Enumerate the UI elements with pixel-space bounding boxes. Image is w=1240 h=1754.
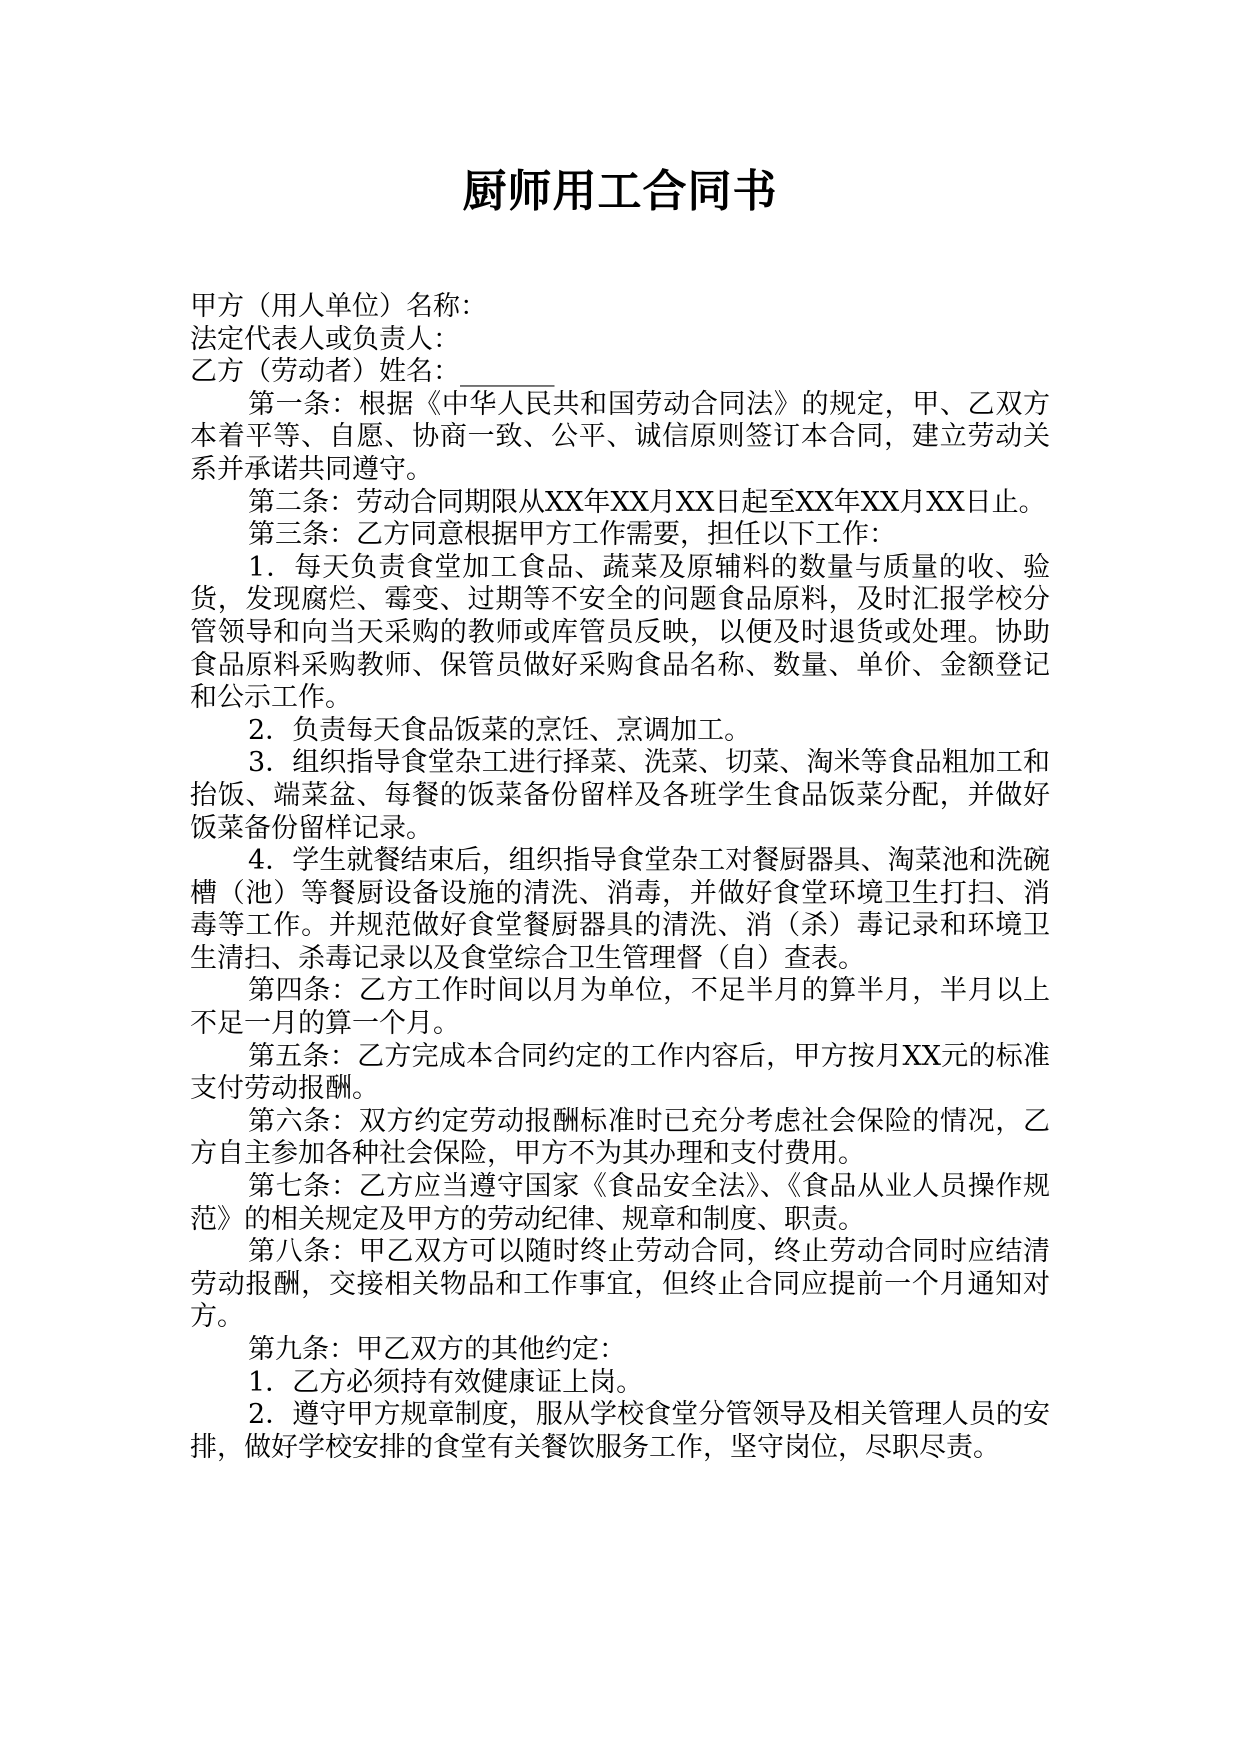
clause-1: 第一条：根据《中华人民共和国劳动合同法》的规定，甲、乙双方本着平等、自愿、协商一致、公平、诚信原则签订本合同，建立劳动关系并承诺共同遵守。 [190,388,1050,485]
clause-8: 第八条：甲乙双方可以随时终止劳动合同，终止劳动合同时应结清劳动报酬，交接相关物品和工作事宜，但终止合同应提前一个月通知对方。 [190,1236,1050,1333]
clause-3-item-3: 3．组织指导食堂杂工进行择菜、洗菜、切菜、淘米等食品粗加工和抬饭、端菜盆、每餐的饭菜备份留样及各班学生食品饭菜分配，并做好饭菜备份留样记录。 [190,747,1050,844]
clause-5: 第五条：乙方完成本合同约定的工作内容后，甲方按月XX元的标准支付劳动报酬。 [190,1040,1050,1105]
clause-3: 第三条：乙方同意根据甲方工作需要，担任以下工作： [248,519,896,551]
document-body [190,291,1050,1464]
party-a-name-line: 甲方（用人单位）名称： [190,291,487,322]
clause-7: 第七条：乙方应当遵守国家《食品安全法》、《食品从业人员操作规范》的相关规定及甲方的劳动纪律、规章和制度、职责。 [190,1171,1050,1235]
clause-3-item-4: 4．学生就餐结束后，组织指导食堂杂工对餐厨器具、淘菜池和洗碗槽（池）等餐厨设备设施的清洗、消毒，并做好食堂环境卫生打扫、消毒等工作。并规范做好食堂餐厨器具的清洗、消（杀）毒记录和环境卫生清扫、杀毒记录以及食堂综合卫生管理督（自）查表。 [190,845,1050,974]
clause-6: 第六条：双方约定劳动报酬标准时已充分考虑社会保险的情况，乙方自主参加各种社会保险，甲方不为其办理和支付费用。 [190,1105,1050,1170]
clause-9-item-2: 2．遵守甲方规章制度，服从学校食堂分管领导及相关管理人员的安排，做好学校安排的食堂有关餐饮服务工作，坚守岗位，尽职尽责。 [190,1399,1050,1463]
clause-9: 第九条：甲乙双方的其他约定： [248,1334,626,1365]
clause-3-item-2: 2．负责每天食品饭菜的烹饪、烹调加工。 [248,714,752,746]
legal-representative-line: 法定代表人或负责人： [190,323,460,355]
document-title: 厨师用工合同书 [462,166,778,217]
clause-2: 第二条：劳动合同期限从XX年XX月XX日起至XX年XX月XX日止。 [248,486,1046,518]
clause-9-item-1: 1．乙方必须持有效健康证上岗。 [248,1366,644,1398]
clause-4: 第四条：乙方工作时间以月为单位，不足半月的算半月，半月以上不足一月的算一个月。 [190,975,1050,1040]
party-b-name-line: 乙方（劳动者）姓名：_______ [190,356,555,388]
clause-3-item-1: 1．每天负责食堂加工食品、蔬菜及原辅料的数量与质量的收、验货，发现腐烂、霉变、过期等不安全的问题食品原料，及时汇报学校分管领导和向当天采购的教师或库管员反映，以便及时退货或处理。协助食品原料采购教师、保管员做好采购食品名称、数量、单价、金额登记和公示工作。 [190,551,1050,714]
